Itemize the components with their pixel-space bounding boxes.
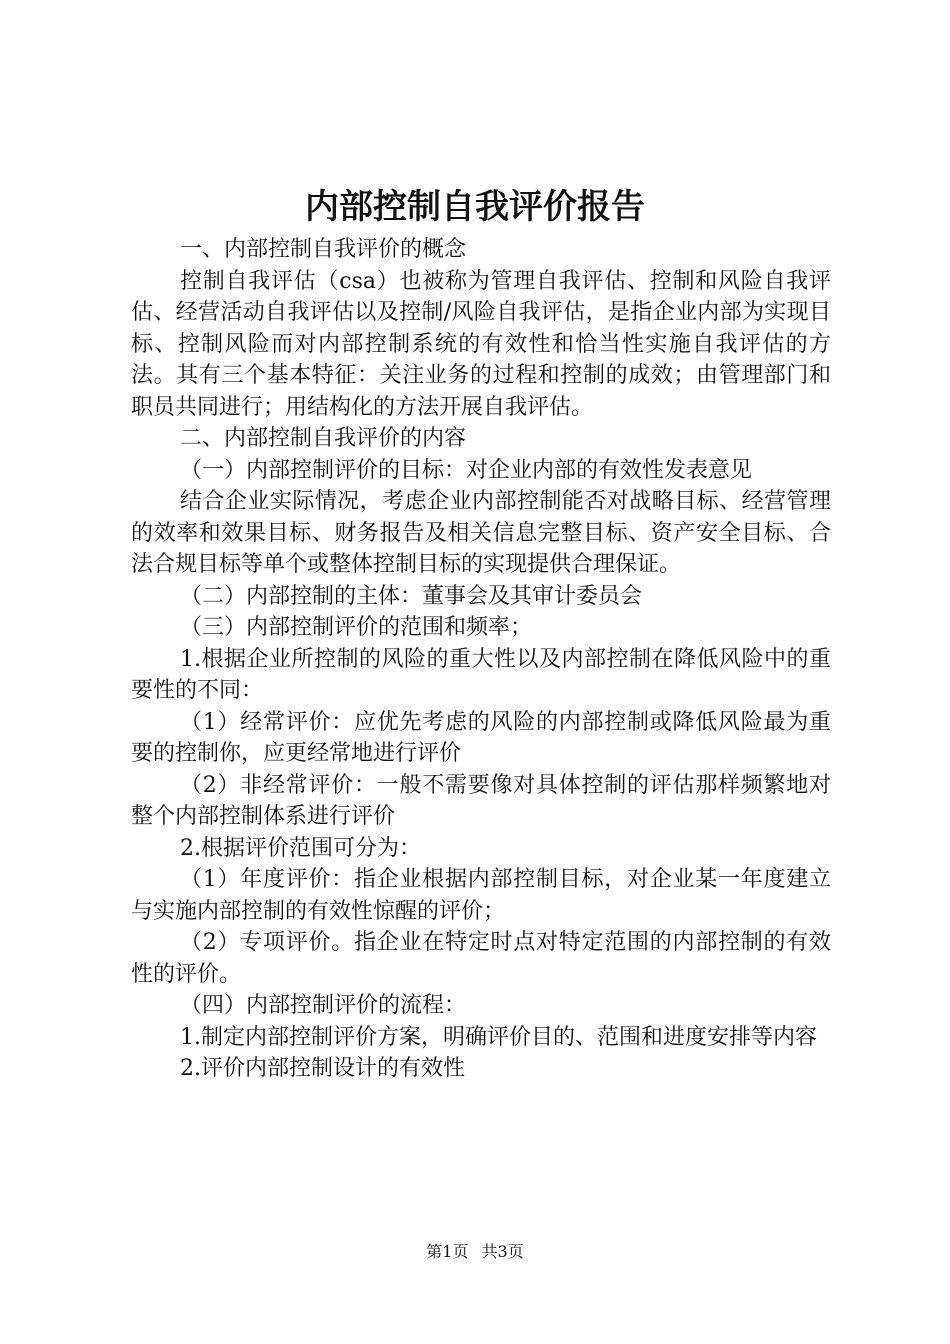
paragraph-concept: 控制自我评估（csa）也被称为管理自我评估、控制和风险自我评估、经营活动自我评估以及控制/风险自我评估，是指企业内部为实现目标、控制风险而对内部控制系统的有效性和恰当性实施自我评估的方法。其有三个基本特征：关注业务的过程和控制的成效；由管理部门和职员共同进行；用结构化的方法开展自我评估。 [131,268,831,420]
subheading-scope: （三）内部控制评价的范围和频率； [180,615,533,640]
paragraph-objective: 结合企业实际情况，考虑企业内部控制能否对战略目标、经营管理的效率和效果目标、财务报告及相关信息完整目标、资产安全目标、合法合规目标等单个或整体控制目标的实现提供合理保证。 [131,489,831,577]
subheading-subject: （二）内部控制的主体：董事会及其审计委员会 [180,583,643,609]
page-total: 共3页 [481,1242,524,1261]
list-item-2-2: （2）专项评价。指企业在特定时点对特定范围的内部控制的有效性的评价。 [131,930,831,987]
section-heading-2: 二、内部控制自我评价的内容 [180,426,467,451]
subheading-objective: （一）内部控制评价的目标：对企业内部的有效性发表意见 [180,457,753,483]
process-step-2: 2.评价内部控制设计的有效性 [180,1056,465,1081]
list-item-1-2: （2）非经常评价：一般不需要像对具体控制的评估那样频繁地对整个内部控制体系进行评价 [131,772,831,829]
process-step-1: 1.制定内部控制评价方案，明确评价目的、范围和进度安排等内容 [180,1024,817,1050]
section-heading-1: 一、内部控制自我评价的概念 [180,237,467,262]
list-item-1-1: （1）经常评价：应优先考虑的风险的内部控制或降低风险最为重要的控制你，应更经常地进行评价 [131,709,831,766]
document-title: 内部控制自我评价报告 [305,187,645,227]
page-footer [0,1240,950,1264]
subheading-process: （四）内部控制评价的流程： [180,993,467,1018]
document-body [131,234,831,1085]
page-number: 第1页 [426,1242,469,1261]
list-item-2-1: （1）年度评价：指企业根据内部控制目标，对企业某一年度建立与实施内部控制的有效性惊醒的评价； [131,867,831,924]
list-item-2: 2.根据评价范围可分为： [180,835,421,861]
list-item-1: 1.根据企业所控制的风险的重大性以及内部控制在降低风险中的重要性的不同： [131,646,831,703]
